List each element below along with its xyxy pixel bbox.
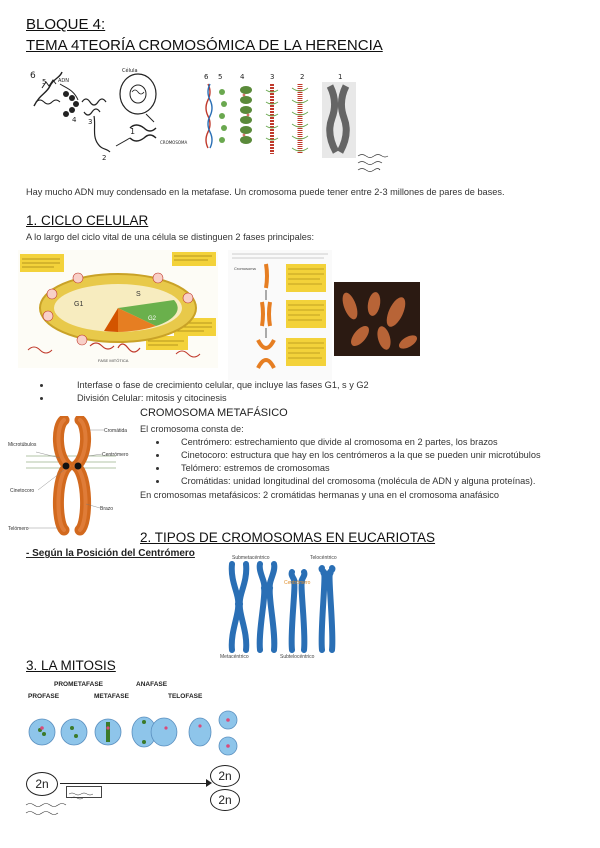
sketch-label-celula: Célula bbox=[122, 68, 138, 74]
metaphase-item-3 bbox=[156, 463, 330, 473]
bullet-dot bbox=[40, 384, 43, 387]
ploidy-end-top: 2n bbox=[210, 765, 240, 787]
section-1-intro: A lo largo del ciclo vital de una célula se distinguen 2 fases principales: bbox=[26, 232, 315, 242]
sketch-label-1: 1 bbox=[130, 127, 136, 136]
phase-telofase: TELOFASE bbox=[168, 693, 203, 700]
intro-paragraph: Hay mucho ADN muy condensado en la metafase. Un cromosoma puede tener entre 2-3 millones de pares de bases. bbox=[26, 187, 505, 197]
handwritten-footnote bbox=[24, 800, 84, 818]
type-label-telocentric: Telocéntrico bbox=[310, 555, 337, 561]
phase-anafase: ANAFASE bbox=[136, 681, 168, 688]
ploidy-start: 2n bbox=[26, 772, 58, 796]
duplication-label: Cromosoma bbox=[234, 266, 256, 271]
sketch-label-cromosoma: CROMOSOMA bbox=[160, 140, 188, 145]
metaphase-heading: CROMOSOMA METAFÁSICO bbox=[140, 407, 288, 419]
metaphase-item-1 bbox=[156, 437, 498, 447]
metaphase-chromosome-figure bbox=[6, 416, 132, 536]
sketch-label-adn: ADN bbox=[58, 78, 70, 84]
page-title-line-1: BLOQUE 4: bbox=[26, 16, 106, 33]
section-3-heading: 3. LA MITOSIS bbox=[26, 658, 116, 673]
bullet-dot bbox=[156, 454, 159, 457]
bullet-text: Cromátidas: unidad longitudinal del cromosoma (molécula de ADN y alguna proteínas). bbox=[181, 476, 536, 486]
sketch-label-2: 2 bbox=[102, 154, 107, 162]
bullet-text: División Celular: mitosis y citocinesis bbox=[77, 393, 227, 403]
panel-number-4: 4 bbox=[240, 73, 245, 81]
cell-cycle-diagram bbox=[18, 250, 218, 368]
type-label-centromero: Centrómero bbox=[284, 580, 311, 586]
panel-number-1: 1 bbox=[338, 73, 343, 81]
label-microtubulos: Microtúbulos bbox=[8, 442, 37, 448]
cycle-label-g1: G1 bbox=[74, 301, 84, 308]
chromosome-micrograph bbox=[334, 282, 420, 356]
dna-packing-sketch bbox=[26, 64, 194, 164]
bullet-dot bbox=[156, 467, 159, 470]
metaphase-item-2 bbox=[156, 450, 541, 460]
phase-metafase: METAFASE bbox=[94, 693, 129, 700]
chromosome-types-figure bbox=[218, 552, 346, 662]
chromosome-duplication-diagram bbox=[228, 250, 332, 380]
label-cinetocoro: Cinetocoro bbox=[10, 488, 35, 494]
panel-number-6: 6 bbox=[204, 73, 209, 81]
ploidy-end-bottom: 2n bbox=[210, 789, 240, 811]
sketch-label-5: 5 bbox=[42, 78, 47, 86]
bullet-dot bbox=[156, 480, 159, 483]
mitosis-figure bbox=[24, 676, 242, 772]
bullet-text: Cinetocoro: estructura que hay en los centrómeros a la que se pueden unir microtúbulos bbox=[181, 450, 541, 460]
cycle-label-s: S bbox=[136, 291, 141, 298]
metaphase-footer: En cromosomas metafásicos: 2 cromátidas hermanas y una en el cromosoma anafásico bbox=[140, 490, 499, 500]
label-cromatida: Cromátida bbox=[104, 428, 128, 434]
metaphase-intro: El cromosoma consta de: bbox=[140, 424, 244, 434]
cycle-label-mitotic: FASE MITÓTICA bbox=[98, 358, 129, 363]
bullet-text: Interfase o fase de crecimiento celular, que incluye las fases G1, s y G2 bbox=[77, 380, 369, 390]
handwritten-note bbox=[356, 150, 392, 174]
bullet-dot bbox=[40, 397, 43, 400]
dna-condensation-panels bbox=[200, 70, 360, 162]
bullet-dot bbox=[156, 441, 159, 444]
panel-number-2: 2 bbox=[300, 73, 305, 81]
sketch-label-3: 3 bbox=[88, 118, 93, 126]
page-title-line-2: TEMA 4TEORÍA CROMOSÓMICA DE LA HERENCIA bbox=[26, 37, 383, 54]
type-label-metacentric: Metacéntrico bbox=[220, 654, 249, 660]
type-label-subtelocentric: Subtelocéntrico bbox=[280, 654, 315, 660]
bullet-text: Telómero: estremos de cromosomas bbox=[181, 463, 330, 473]
sketch-label-4: 4 bbox=[72, 116, 77, 124]
type-label-submetacentric: Submetacéntrico bbox=[232, 555, 270, 561]
label-brazo: Brazo bbox=[100, 506, 114, 512]
section-2-heading: 2. TIPOS DE CROMOSOMAS EN EUCARIOTAS bbox=[140, 530, 436, 545]
metaphase-item-4 bbox=[156, 476, 535, 486]
phase-prometafase: PROMETAFASE bbox=[54, 681, 103, 688]
section-1-bullet-1 bbox=[40, 380, 369, 390]
bullet-text: Centrómero: estrechamiento que divide al cromosoma en 2 partes, los brazos bbox=[181, 437, 498, 447]
phase-profase: PROFASE bbox=[28, 693, 60, 700]
cycle-label-g2: G2 bbox=[148, 316, 157, 322]
ploidy-arrow-line bbox=[60, 783, 210, 784]
label-centromero: Centrómero bbox=[102, 452, 129, 458]
section-1-bullet-2 bbox=[40, 393, 227, 403]
handwritten-box-note bbox=[66, 786, 102, 798]
label-telomero: Telómero bbox=[8, 526, 29, 532]
section-1-heading: 1. CICLO CELULAR bbox=[26, 213, 149, 228]
sketch-label-6: 6 bbox=[30, 71, 36, 81]
panel-number-3: 3 bbox=[270, 73, 275, 81]
panel-number-5: 5 bbox=[218, 73, 223, 81]
section-2-subheading: - Según la Posición del Centrómero bbox=[26, 548, 195, 559]
